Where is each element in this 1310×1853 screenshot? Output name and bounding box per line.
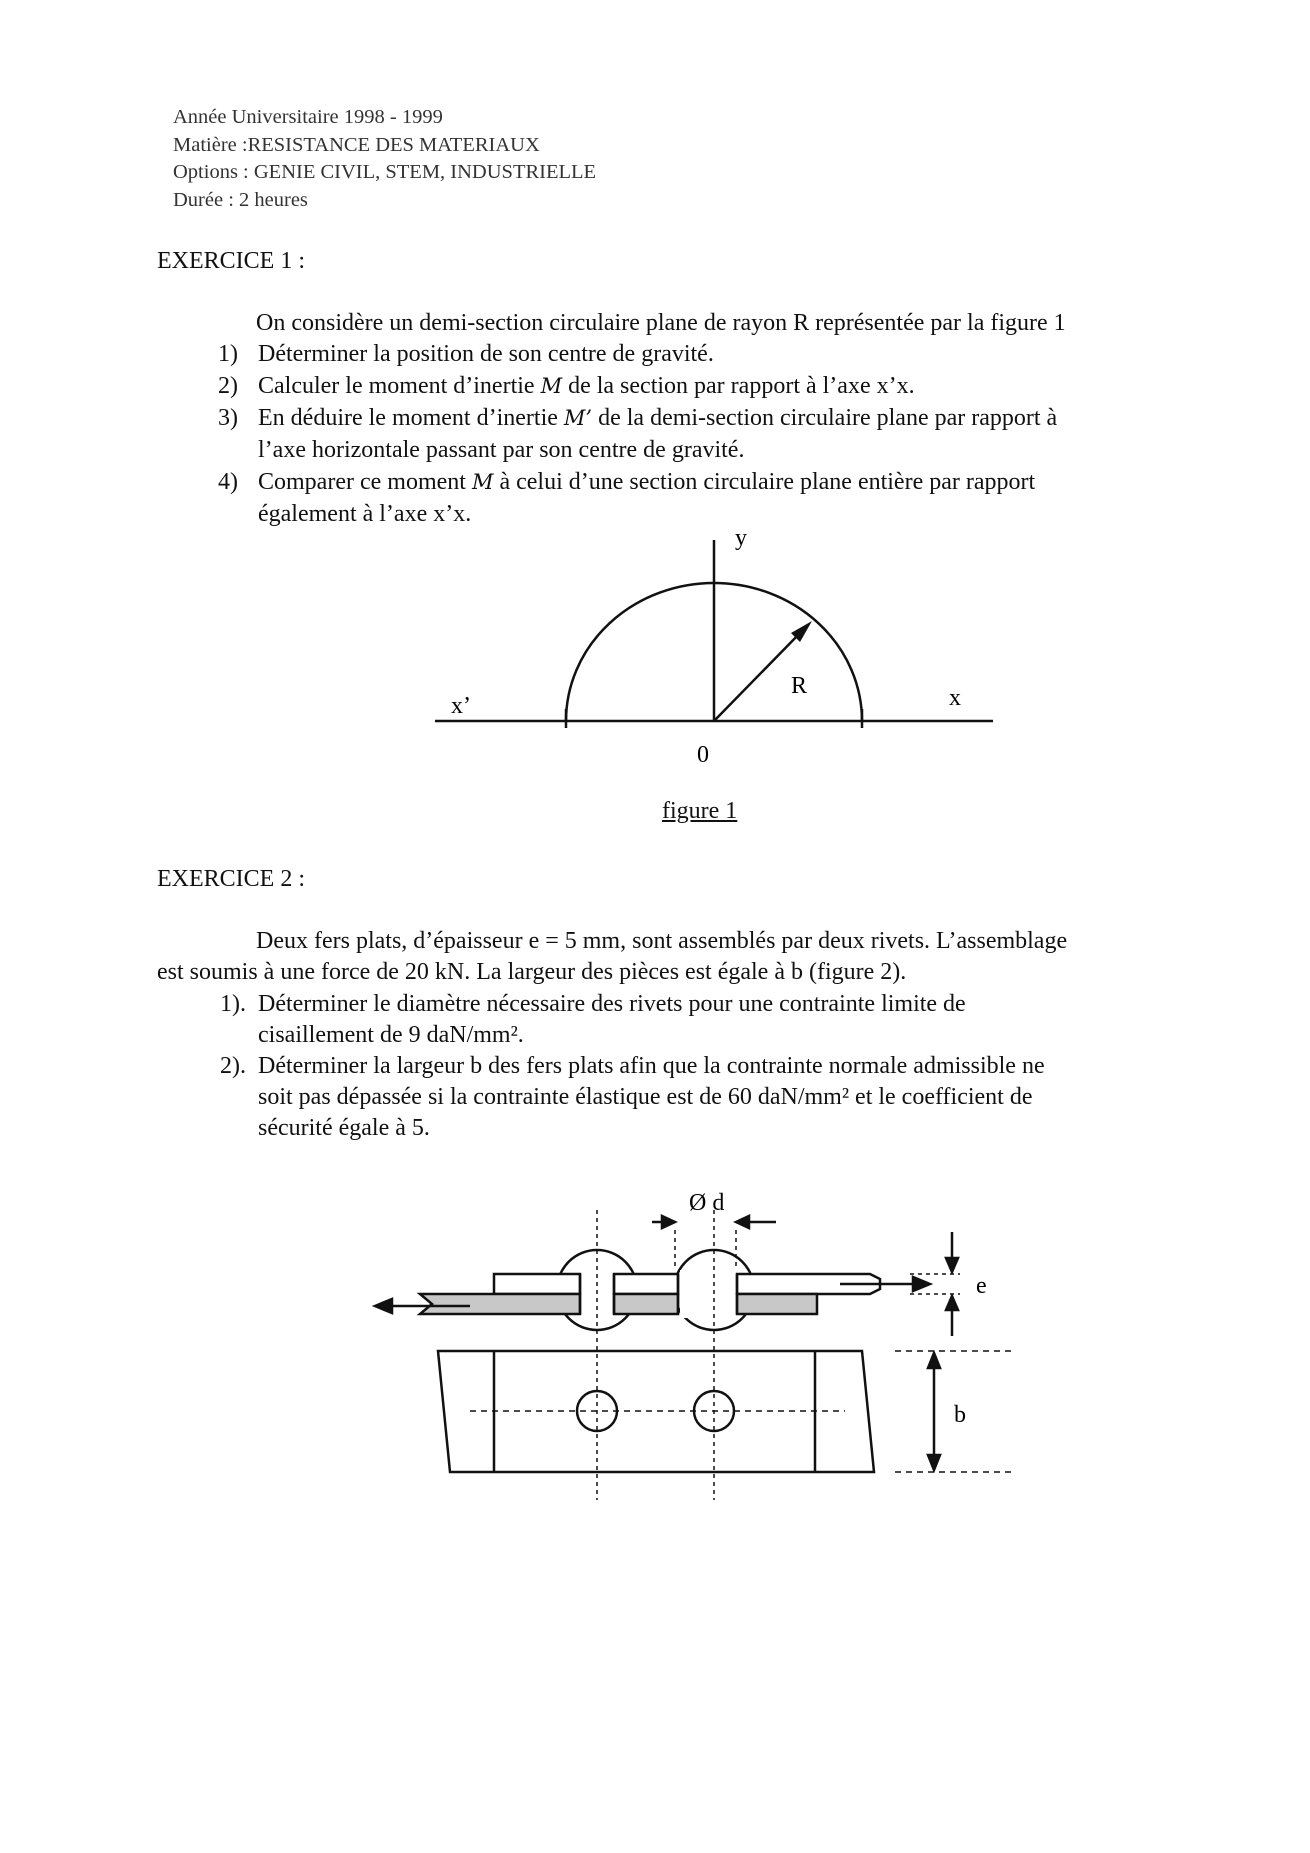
figure-1-caption: figure 1 bbox=[662, 798, 738, 824]
item-text-pre: Calculer le moment d’inertie bbox=[258, 373, 541, 399]
item-number: 1). bbox=[220, 991, 246, 1017]
exercise-2-intro-line-1: Deux fers plats, d’épaisseur e = 5 mm, sont assemblés par deux rivets. L’assemblage bbox=[256, 928, 1068, 954]
inertia-symbol: M bbox=[540, 374, 563, 398]
item-number: 2) bbox=[218, 373, 238, 399]
label-x: x bbox=[949, 685, 961, 711]
exercise-2-item-2-continuation-2: sécurité égale à 5. bbox=[258, 1115, 430, 1141]
label-origin: 0 bbox=[697, 742, 709, 768]
label-x-prime: x’ bbox=[451, 693, 471, 719]
diameter-label: Ø d bbox=[689, 1190, 725, 1216]
header-subject: Matière :RESISTANCE DES MATERIAUX bbox=[173, 133, 540, 156]
force-arrow-right-head bbox=[913, 1277, 930, 1291]
item-text: Déterminer le diamètre nécessaire des rivets pour une contrainte limite de bbox=[258, 991, 966, 1017]
upper-plate-left-segment bbox=[494, 1274, 580, 1294]
header-duration: Durée : 2 heures bbox=[173, 188, 308, 211]
exercise-1-title: EXERCICE 1 : bbox=[157, 248, 305, 274]
item-number: 3) bbox=[218, 405, 238, 431]
item-text: Déterminer la largeur b des fers plats afin que la contrainte normale admissible ne bbox=[258, 1053, 1045, 1079]
exercise-1-item-4-continuation: également à l’axe x’x. bbox=[258, 501, 472, 527]
item-number: 4) bbox=[218, 469, 238, 495]
inertia-symbol: M bbox=[471, 470, 494, 494]
item-number: 2). bbox=[220, 1053, 246, 1079]
item-text-post: de la section par rapport à l’axe x’x. bbox=[562, 373, 915, 399]
lower-plate-mid-segment bbox=[614, 1294, 678, 1314]
exercise-2-item-1-continuation: cisaillement de 9 daN/mm². bbox=[258, 1022, 524, 1048]
item-text-post: de la demi-section circulaire plane par rapport à bbox=[592, 405, 1058, 431]
width-label: b bbox=[954, 1402, 966, 1428]
inertia-symbol: M’ bbox=[563, 406, 593, 430]
lower-plate-right-segment bbox=[737, 1294, 817, 1314]
header-options: Options : GENIE CIVIL, STEM, INDUSTRIELLE bbox=[173, 161, 597, 183]
lower-plate-left-segment bbox=[420, 1294, 580, 1314]
item-text-post: à celui d’une section circulaire plane entière par rapport bbox=[493, 469, 1036, 495]
exercise-1-item-3-continuation: l’axe horizontale passant par son centre de gravité. bbox=[258, 437, 745, 463]
header-academic-year: Année Universitaire 1998 - 1999 bbox=[173, 106, 443, 128]
label-radius: R bbox=[791, 673, 808, 699]
exercise-1-intro: On considère un demi-section circulaire plane de rayon R représentée par la figure 1 bbox=[256, 310, 1066, 336]
exercise-2-title: EXERCICE 2 : bbox=[157, 866, 305, 892]
item-number: 1) bbox=[218, 341, 238, 367]
exercise-2-item-2-continuation-1: soit pas dépassée si la contrainte élastique est de 60 daN/mm² et le coefficient de bbox=[258, 1084, 1033, 1110]
exercise-2-intro-line-2: est soumis à une force de 20 kN. La largeur des pièces est égale à b (figure 2). bbox=[157, 959, 907, 985]
force-arrow-left-head bbox=[375, 1299, 392, 1313]
item-text: Déterminer la position de son centre de gravité. bbox=[258, 341, 714, 367]
label-y: y bbox=[735, 525, 747, 551]
item-text-pre: En déduire le moment d’inertie bbox=[258, 405, 564, 431]
thickness-label: e bbox=[976, 1273, 987, 1299]
upper-plate-mid-segment bbox=[614, 1274, 678, 1294]
item-text-pre: Comparer ce moment bbox=[258, 469, 472, 495]
